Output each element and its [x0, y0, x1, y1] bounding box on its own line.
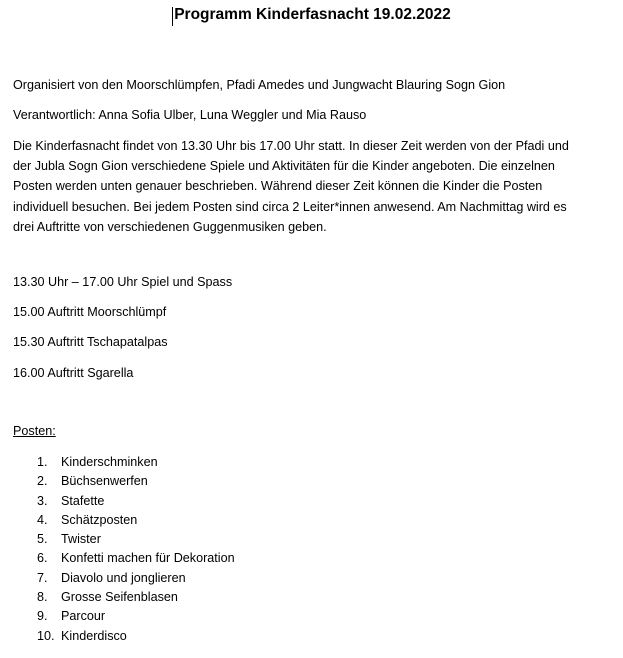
- document-title[interactable]: [172, 6, 451, 24]
- posten-item: [37, 511, 235, 530]
- posten-label: Grosse Seifenblasen: [61, 590, 178, 605]
- posten-item: [37, 492, 235, 511]
- document-title-text: Programm Kinderfasnacht 19.02.2022: [174, 6, 451, 23]
- posten-number: 2.: [37, 474, 48, 489]
- posten-label: Kinderdisco: [61, 628, 127, 643]
- posten-heading: Posten:: [13, 424, 56, 438]
- posten-label: Diavolo und jonglieren: [61, 570, 186, 585]
- posten-item: [37, 607, 235, 626]
- posten-number: 3.: [37, 493, 48, 508]
- posten-number: 10.: [37, 628, 55, 643]
- schedule-item: 16.00 Auftritt Sgarella: [13, 366, 134, 380]
- posten-label: Parcour: [61, 609, 106, 624]
- responsible-paragraph: Verantwortlich: Anna Sofia Ulber, Luna Weggler und Mia Rauso: [13, 108, 367, 122]
- posten-label: Konfetti machen für Dekoration: [61, 551, 235, 566]
- posten-item: [37, 588, 235, 607]
- posten-label: Kinderschminken: [61, 455, 158, 469]
- posten-item: [37, 627, 235, 646]
- posten-item: [37, 472, 235, 491]
- description-line: Die Kinderfasnacht findet von 13.30 Uhr bis 17.00 Uhr statt. In dieser Zeit werden von der Pfadi und: [13, 139, 569, 153]
- posten-item: [37, 530, 235, 549]
- posten-number: 5.: [37, 532, 48, 547]
- posten-item: [37, 569, 235, 588]
- schedule-item: 13.30 Uhr – 17.00 Uhr Spiel und Spass: [13, 275, 233, 289]
- posten-number: 6.: [37, 551, 48, 566]
- posten-number: 7.: [37, 570, 48, 585]
- posten-label: Büchsenwerfen: [61, 474, 148, 489]
- posten-number: 1.: [37, 455, 48, 469]
- schedule-item: 15.00 Auftritt Moorschlümpf: [13, 305, 167, 319]
- posten-item: [37, 549, 235, 568]
- posten-item: [37, 453, 235, 472]
- description-line: Posten werden unten genauer beschrieben. Während dieser Zeit können die Kinder die Posten: [13, 179, 543, 194]
- posten-label: Twister: [61, 532, 101, 547]
- description-paragraph: [13, 136, 613, 237]
- posten-number: 9.: [37, 609, 48, 624]
- schedule-item: 15.30 Auftritt Tschapatalpas: [13, 335, 168, 349]
- posten-list: [37, 453, 235, 646]
- posten-number: 8.: [37, 590, 48, 605]
- posten-label: Schätzposten: [61, 512, 138, 527]
- text-cursor: [172, 7, 173, 26]
- title-wrap: [0, 6, 623, 24]
- description-line: der Jubla Sogn Gion verschiedene Spiele und Aktivitäten für die Kinder angeboten. Die einzelnen: [13, 159, 555, 174]
- description-line: individuell besuchen. Bei jedem Posten sind circa 2 Leiter*innen anwesend. Am Nachmittag wird es: [13, 199, 567, 214]
- posten-number: 4.: [37, 512, 48, 527]
- posten-label: Stafette: [61, 493, 105, 508]
- organizer-paragraph: Organisiert von den Moorschlümpfen, Pfadi Amedes und Jungwacht Blauring Sogn Gion: [13, 78, 506, 92]
- description-line: drei Auftritte von verschiedenen Guggenmusiken geben.: [13, 219, 327, 234]
